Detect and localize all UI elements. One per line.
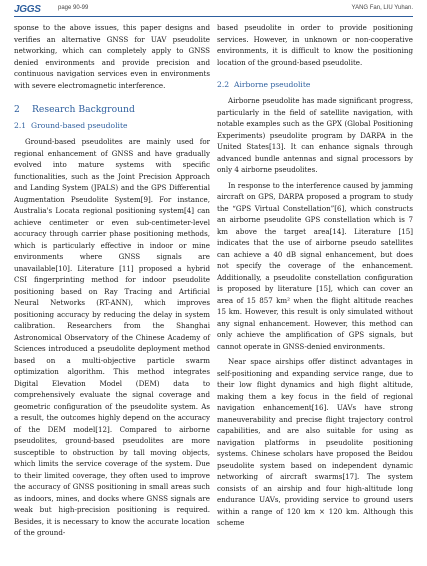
airborne-paragraph-1: Airborne pseudolite has made significant progress, particularly in the field of satellite navigation, with notable examples such as the GPX (Global Positioning Experiments) pseudolite program by DARPA in the United States[13]. It can enhance signals through advanced bundle antennas and signal processors by only 4 airborne pseudolites. — [217, 96, 413, 174]
subsection-heading-airborne — [217, 79, 413, 91]
section-number: 2 — [14, 104, 20, 115]
running-header — [14, 4, 413, 16]
airborne-paragraph-2: In response to the interference caused by jamming aircraft on GPS, DARPA proposed a program to study the “GPS Virtual Constellation”[6], which constructs an airborne pseudolite GPS constellation which is 7 km above the target area[14]. Literature [15] indicates that the use of airborne pseudo satellites can achieve a 40 dB signal enhancement, but does not specify the coverage of the enhancement. Additionally, a pseudolite constellation configuration is proposed by literature [15], which can cover an area of 15 857 km² when the flight altitude reaches 15 km. However, this result is only simulated without any signal enhancement. However, this method can only achieve the amplification of GPS signals, but cannot operate in GNSS-denied environments. — [217, 180, 413, 351]
section-heading-research-background — [14, 103, 210, 117]
header-authors: YANG Fan, LIU Yuhan. — [351, 5, 413, 11]
ground-pseudolite-paragraph: Ground-based pseudolites are mainly used for regional enhancement of GNSS and have gradually evolved into mature systems with specific functionalities, such as the Joint Precision Approach and Landing System (JPALS) and the GPS Differential Augmentation Pseudolite System[9]. For instance, Australia's Locata regional positioning system[4] can achieve centimeter or even sub-centimeter-level accuracy through carrier phase positioning methods, which is particularly effective in indoor or mine environments where GNSS signals are unavailable[10]. Literature [11] proposed a hybrid CSI fingerprinting method for indoor pseudolite positioning based on Ray Tracing and Artificial Neural Networks (RT-ANN), which improves positioning accuracy by reducing the delay in system calibration. Researchers from the Shanghai Astronomical Observatory of the Chinese Academy of Sciences introduced a pseudolite deployment method based on a multi-objective particle swarm optimization algorithm. This method integrates Digital Elevation Model (DEM) data to comprehensively evaluate the signal coverage and geometric configuration of the pseudolite system. As a result, the outcomes highly depend on the accuracy of the DEM model[12]. Compared to airborne pseudolites, ground-based pseudolites are more susceptible to obstruction by tall moving objects, which limits the service coverage of the system. Due to their limited coverage, they often used to improve the accuracy of GNSS positioning in small areas such as indoors, mines, and docks where GNSS signals are weak but high-precision positioning is required. Besides, it is necessary to know the accurate location of the ground- — [14, 137, 210, 537]
subsection-number: 2.2 — [217, 80, 230, 89]
section-title: Research Background — [32, 104, 135, 115]
right-column — [217, 22, 413, 529]
continued-paragraph: based pseudolite in order to provide positioning services. However, in unknown or non-cooperative environments, it is difficult to know the positioning location of the ground-based pseudolite. — [217, 23, 413, 67]
subsection-title: Ground-based pseudolite — [31, 121, 128, 130]
left-column — [14, 22, 210, 539]
subsection-title: Airborne pseudolite — [234, 80, 311, 89]
airborne-paragraph-3: Near space airships offer distinct advantages in self-positioning and expanding service range, due to their low flight dynamics and high flight altitude, making them a key focus in the field of regional navigation enhancement[16]. UAVs have strong maneuverability and precise flight trajectory control capabilities, and are also suitable for using as navigation platforms in pseudolite positioning systems. Chinese scholars have proposed the Beidou pseudolite system based on independent dynamic networking of aircraft swarms[17]. The system consists of an airship and four high-altitude long endurance UAVs, providing service to ground users within a range of 120 km × 120 km. Although this scheme — [217, 357, 413, 527]
subsection-number: 2.1 — [14, 121, 27, 130]
journal-logo: JGGS — [14, 4, 41, 15]
page-range: page 90-99 — [58, 5, 89, 11]
header-rule — [14, 16, 413, 17]
intro-paragraph-end: sponse to the above issues, this paper designs and verifies an alternative GNSS for UAV pseudolite networking, which can completely apply to GNSS denied environments and provide precision and continuous navigation services even in environments with severe electromagnetic interference. — [14, 23, 210, 90]
subsection-heading-ground-based — [14, 120, 210, 132]
